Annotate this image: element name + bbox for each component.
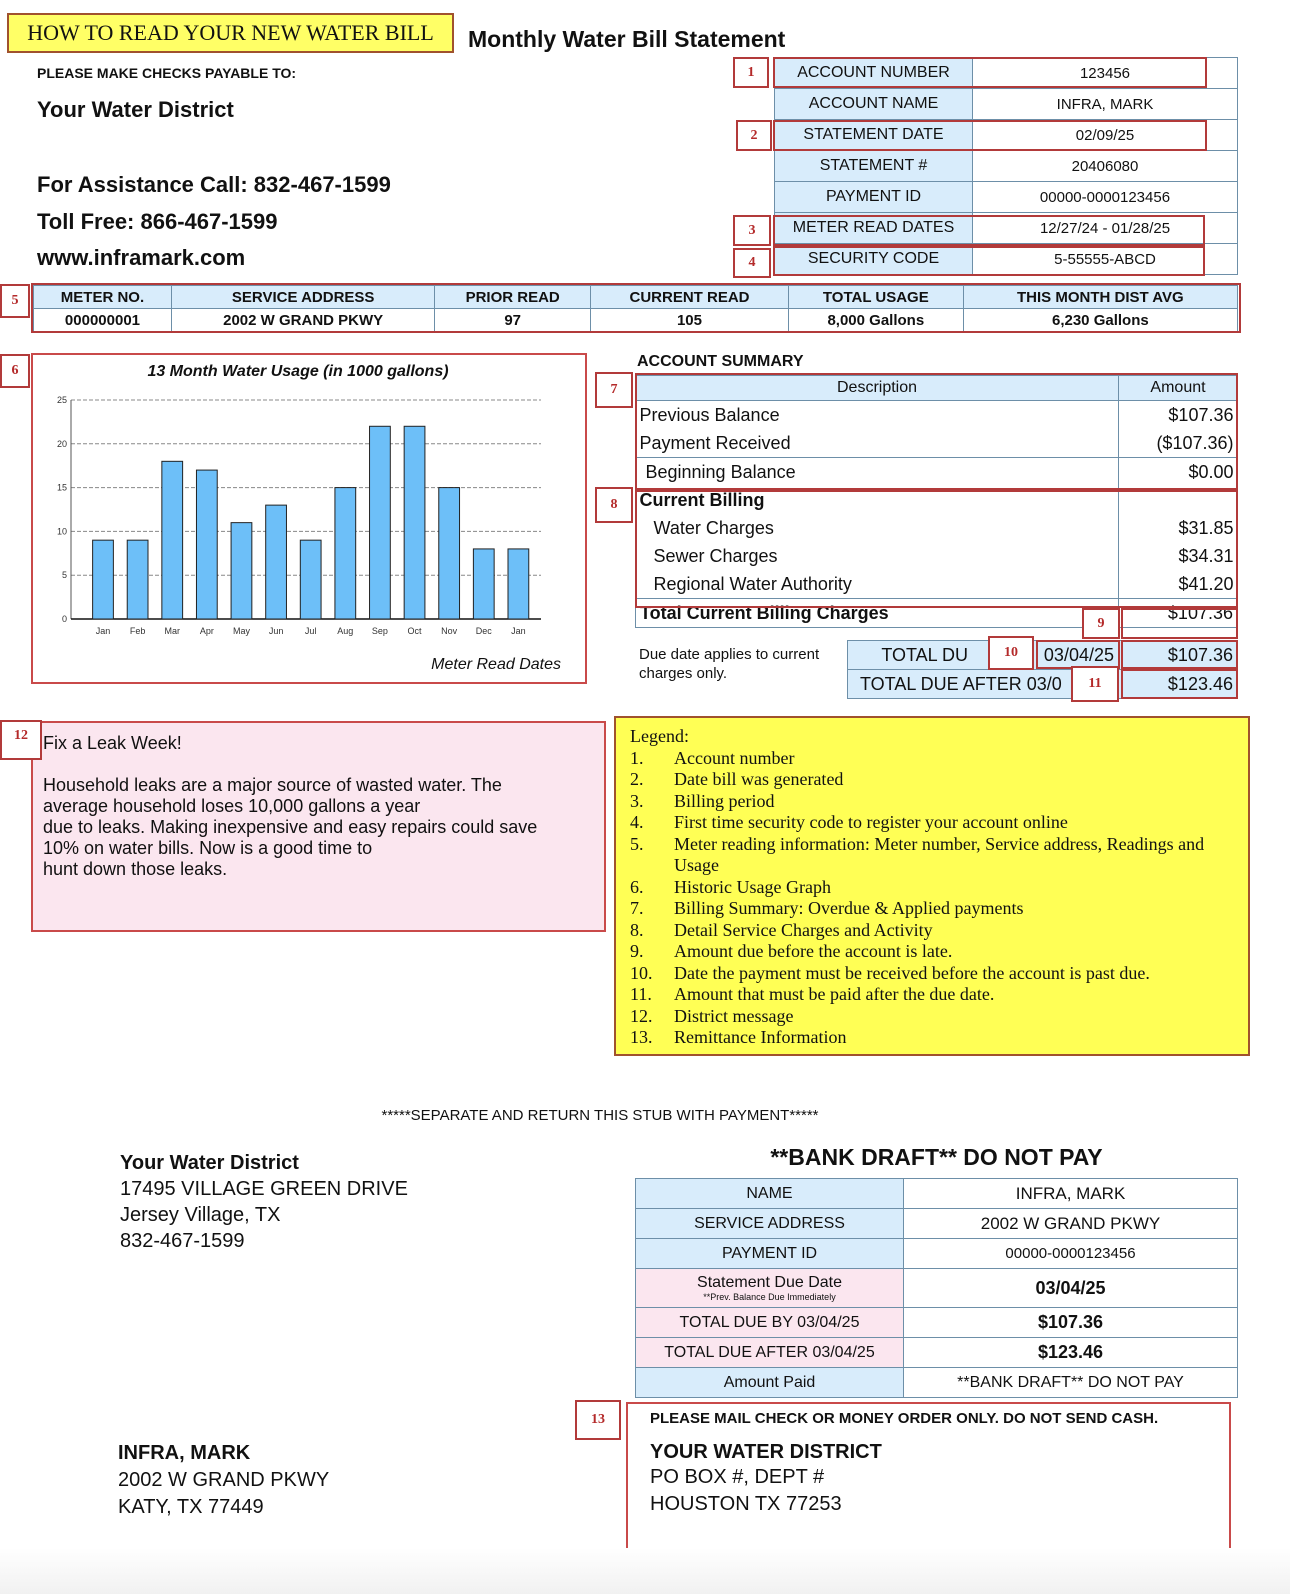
usage-bar <box>127 540 148 619</box>
account-row <box>775 151 1238 182</box>
usage-bar <box>231 523 252 619</box>
account-row <box>775 89 1238 120</box>
x-tick-label: Feb <box>129 626 146 636</box>
summary-amount <box>1119 486 1238 514</box>
account-value: 00000-0000123456 <box>973 182 1238 213</box>
meter-value: 97 <box>435 309 591 332</box>
marker-1: 1 <box>733 57 769 88</box>
payable-label: PLEASE MAKE CHECKS PAYABLE TO: <box>37 65 297 81</box>
summary-amount: $107.36 <box>1119 401 1238 430</box>
legend-item-number: 8. <box>630 919 644 940</box>
toll-free-phone: Toll Free: 866-467-1599 <box>37 209 278 234</box>
remit-note: PLEASE MAIL CHECK OR MONEY ORDER ONLY. DO NOT SEND CASH. <box>650 1410 1159 1427</box>
stub-label <box>636 1269 904 1308</box>
summary-desc: Regional Water Authority <box>653 573 852 594</box>
summary-desc: Previous Balance <box>639 404 780 425</box>
usage-bar <box>370 426 391 619</box>
account-value: 5-55555-ABCD <box>973 244 1238 275</box>
legend-item-text: Billing Summary: Overdue & Applied payments <box>674 898 1024 918</box>
y-tick-label: 25 <box>56 395 67 405</box>
marker-8: 8 <box>595 487 633 523</box>
remit-address2: HOUSTON TX 77253 <box>650 1493 842 1515</box>
marker-5: 5 <box>0 284 30 318</box>
legend-item-text: District message <box>674 1005 794 1026</box>
legend-title: Legend: <box>630 726 689 746</box>
legend-panel <box>614 716 1250 1056</box>
account-value: INFRA, MARK <box>973 89 1238 120</box>
message-line: hunt down those leaks. <box>43 859 228 879</box>
usage-bar <box>473 549 494 619</box>
total-due-row <box>848 641 1238 670</box>
stub-row <box>636 1239 1238 1269</box>
legend-item <box>630 748 1234 770</box>
legend-item-number: 9. <box>630 941 644 961</box>
meter-value: 8,000 Gallons <box>788 309 963 332</box>
usage-bar <box>266 505 287 619</box>
x-tick-label: Jan <box>95 626 111 636</box>
remittance-stub-table <box>635 1178 1238 1398</box>
account-value: 123456 <box>973 58 1238 89</box>
marker-6: 6 <box>0 354 30 388</box>
stub-sublabel: **Prev. Balance Due Immediately <box>703 1292 836 1302</box>
legend-item <box>630 877 1234 899</box>
x-tick-label: Mar <box>164 626 180 636</box>
legend-item <box>630 1027 1234 1049</box>
legend-item <box>630 791 1234 813</box>
marker-7: 7 <box>595 372 633 408</box>
from-phone: 832-467-1599 <box>120 1230 245 1252</box>
stub-label: SERVICE ADDRESS <box>636 1209 904 1239</box>
x-tick-label: Oct <box>407 626 422 636</box>
summary-amount: $41.20 <box>1119 570 1238 599</box>
legend-item-text: Detail Service Charges and Activity <box>674 919 933 940</box>
x-tick-label: Jun <box>268 626 284 636</box>
x-tick-label: Apr <box>199 626 214 636</box>
legend-item-number: 7. <box>630 898 644 918</box>
marker-12: 12 <box>0 720 42 760</box>
stub-value: $123.46 <box>904 1338 1238 1368</box>
stub-label: PAYMENT ID <box>636 1239 904 1269</box>
summary-amount: $34.31 <box>1119 542 1238 570</box>
legend-item-number: 12. <box>630 1005 653 1026</box>
stub-value: **BANK DRAFT** DO NOT PAY <box>904 1368 1238 1398</box>
return-address <box>120 1150 408 1254</box>
legend-item <box>630 941 1234 963</box>
account-label: ACCOUNT NUMBER <box>775 58 973 89</box>
account-label: PAYMENT ID <box>775 182 973 213</box>
stub-row <box>636 1368 1238 1398</box>
website-link[interactable]: www.inframark.com <box>37 245 246 270</box>
stub-label: Amount Paid <box>636 1368 904 1398</box>
meter-header: THIS MONTH DIST AVG <box>963 286 1237 309</box>
usage-bar <box>93 540 114 619</box>
x-tick-label: Jan <box>511 626 526 636</box>
message-line: average household loses 10,000 gallons a year <box>43 796 421 816</box>
legend-item-number: 2. <box>630 769 644 789</box>
legend-item-text: Date the payment must be received before the account is past due. <box>674 962 1150 983</box>
summary-row <box>636 486 1238 514</box>
marker-3: 3 <box>733 215 771 246</box>
stub-value: INFRA, MARK <box>904 1179 1238 1209</box>
summary-desc: Payment Received <box>639 432 791 453</box>
x-tick-label: May <box>232 626 250 636</box>
summary-row <box>636 542 1238 570</box>
summary-row <box>636 570 1238 599</box>
marker-9: 9 <box>1082 608 1120 639</box>
marker-13: 13 <box>575 1400 621 1440</box>
legend-item <box>630 769 1234 791</box>
legend-item-number: 3. <box>630 790 644 811</box>
from-address1: 17495 VILLAGE GREEN DRIVE <box>120 1178 408 1200</box>
customer-mailing-address <box>118 1440 329 1521</box>
total-due-date: 03/04/25 <box>1043 645 1114 665</box>
meter-header: PRIOR READ <box>435 286 591 309</box>
chart-x-axis-label: Meter Read Dates <box>431 656 561 673</box>
summary-row <box>636 429 1238 458</box>
meter-value: 6,230 Gallons <box>963 309 1237 332</box>
total-due-label-text: TOTAL DU <box>881 644 968 665</box>
legend-item-text: Remittance Information <box>674 1027 847 1047</box>
account-label: METER READ DATES <box>775 213 973 244</box>
legend-item <box>630 984 1234 1006</box>
meter-header: CURRENT READ <box>591 286 789 309</box>
legend-item-number: 10. <box>630 962 653 983</box>
statement-title: Monthly Water Bill Statement <box>468 26 786 52</box>
account-summary-title: ACCOUNT SUMMARY <box>637 353 804 370</box>
legend-item-number: 13. <box>630 1027 653 1047</box>
summary-col-amount: Amount <box>1119 376 1238 401</box>
meter-value: 2002 W GRAND PKWY <box>171 309 434 332</box>
remittance-panel <box>626 1402 1231 1572</box>
x-tick-label: Sep <box>371 626 388 636</box>
legend-item-text: Amount that must be paid after the due date. <box>674 984 995 1004</box>
due-date-note: Due date applies to current charges only. <box>639 646 820 682</box>
y-tick-label: 10 <box>56 526 67 537</box>
meter-header: SERVICE ADDRESS <box>171 286 434 309</box>
to-name: INFRA, MARK <box>118 1442 251 1464</box>
account-row <box>775 244 1238 275</box>
legend-item <box>630 1006 1234 1028</box>
legend-item-text: Amount due before the account is late. <box>674 941 953 961</box>
x-tick-label: Jul <box>304 626 317 636</box>
usage-bar <box>300 540 321 619</box>
account-label: SECURITY CODE <box>775 244 973 275</box>
message-line: Household leaks are a major source of wasted water. The <box>43 775 502 795</box>
legend-item <box>630 834 1234 877</box>
page-bottom-shadow <box>0 1548 1290 1594</box>
legend-item-number: 11. <box>630 984 652 1004</box>
bank-draft-title: **BANK DRAFT** DO NOT PAY <box>770 1144 1103 1170</box>
marker-2: 2 <box>736 120 772 151</box>
summary-amount: ($107.36) <box>1119 429 1238 458</box>
summary-desc: Beginning Balance <box>645 461 796 482</box>
stub-row <box>636 1269 1238 1308</box>
total-current-billing-label: Total Current Billing Charges <box>636 599 1119 628</box>
summary-desc: Water Charges <box>653 517 774 538</box>
from-address2: Jersey Village, TX <box>120 1204 281 1226</box>
usage-bar <box>439 488 460 619</box>
stub-label: NAME <box>636 1179 904 1209</box>
assistance-phone: For Assistance Call: 832-467-1599 <box>37 172 391 197</box>
account-value: 02/09/25 <box>973 120 1238 151</box>
stub-row <box>636 1179 1238 1209</box>
summary-header-row <box>636 376 1238 401</box>
account-value: 20406080 <box>973 151 1238 182</box>
meter-reading-table <box>33 285 1238 332</box>
total-due-table <box>847 640 1238 699</box>
y-tick-label: 0 <box>61 614 67 624</box>
district-name: Your Water District <box>37 97 234 122</box>
summary-row <box>636 401 1238 430</box>
summary-amount: $0.00 <box>1119 458 1238 487</box>
message-line: 10% on water bills. Now is a good time to <box>43 838 373 858</box>
usage-bar <box>508 549 529 619</box>
total-due-after-row <box>848 670 1238 699</box>
marker-4: 4 <box>733 248 771 278</box>
y-tick-label: 20 <box>56 438 67 449</box>
stub-value: 2002 W GRAND PKWY <box>904 1209 1238 1239</box>
chart-title: 13 Month Water Usage (in 1000 gallons) <box>147 363 449 380</box>
legend-list <box>630 748 1234 1049</box>
account-row <box>775 213 1238 244</box>
account-row <box>775 120 1238 151</box>
usage-bar <box>335 488 356 619</box>
legend-item-number: 4. <box>630 812 644 832</box>
to-address2: KATY, TX 77449 <box>118 1496 264 1518</box>
account-row <box>775 182 1238 213</box>
marker-11: 11 <box>1071 666 1119 702</box>
legend-item <box>630 963 1234 985</box>
from-name: Your Water District <box>120 1152 299 1174</box>
legend-item <box>630 898 1234 920</box>
x-tick-label: Nov <box>441 626 458 636</box>
summary-col-description: Description <box>636 376 1119 401</box>
y-tick-label: 5 <box>61 570 67 581</box>
legend-item-text: First time security code to register your account online <box>674 812 1068 832</box>
meter-header-row <box>34 286 1238 309</box>
summary-amount: $31.85 <box>1119 514 1238 542</box>
summary-row <box>636 514 1238 542</box>
account-label: STATEMENT # <box>775 151 973 182</box>
legend-item-text: Historic Usage Graph <box>674 876 831 897</box>
stub-row <box>636 1308 1238 1338</box>
x-tick-label: Aug <box>337 626 354 636</box>
legend-item-text: Billing period <box>674 790 775 811</box>
meter-value: 105 <box>591 309 789 332</box>
meter-value-row <box>34 309 1238 332</box>
stub-label-text: Statement Due Date <box>697 1274 842 1291</box>
stub-row <box>636 1209 1238 1239</box>
usage-bar-chart <box>33 355 585 682</box>
legend-item-number: 1. <box>630 747 644 768</box>
remit-name: YOUR WATER DISTRICT <box>650 1441 882 1463</box>
summary-desc: Sewer Charges <box>653 545 778 566</box>
legend-item-text: Meter reading information: Meter number, Service address, Readings and Usage <box>674 833 1205 875</box>
total-due-after-label: TOTAL DUE AFTER 03/0 <box>848 670 1119 699</box>
usage-bar <box>162 461 183 619</box>
district-message-panel <box>31 721 606 932</box>
total-due-amount: $107.36 <box>1119 641 1238 670</box>
x-tick-label: Dec <box>475 626 492 636</box>
account-label: ACCOUNT NAME <box>775 89 973 120</box>
stub-row <box>636 1338 1238 1368</box>
summary-row <box>636 458 1238 487</box>
usage-chart-panel <box>31 353 587 684</box>
stub-label: TOTAL DUE BY 03/04/25 <box>636 1308 904 1338</box>
stub-value: 00000-0000123456 <box>904 1239 1238 1269</box>
guide-title-banner: HOW TO READ YOUR NEW WATER BILL <box>7 13 454 53</box>
account-value: 12/27/24 - 01/28/25 <box>973 213 1238 244</box>
stub-value: $107.36 <box>904 1308 1238 1338</box>
meter-header: TOTAL USAGE <box>788 286 963 309</box>
legend-item-number: 5. <box>630 833 644 854</box>
legend-item-number: 6. <box>630 876 644 897</box>
remit-address1: PO BOX #, DEPT # <box>650 1466 825 1488</box>
account-info-table <box>774 57 1238 275</box>
meter-value: 000000001 <box>34 309 172 332</box>
account-label: STATEMENT DATE <box>775 120 973 151</box>
usage-bar <box>196 470 217 619</box>
account-summary-table <box>635 375 1238 628</box>
stub-value: 03/04/25 <box>904 1269 1238 1308</box>
y-tick-label: 15 <box>56 482 67 493</box>
total-due-after-amount: $123.46 <box>1119 670 1238 699</box>
to-address1: 2002 W GRAND PKWY <box>118 1469 330 1491</box>
summary-section-heading: Current Billing <box>639 489 765 510</box>
message-title: Fix a Leak Week! <box>43 733 182 753</box>
usage-bar <box>404 426 425 619</box>
stub-label: TOTAL DUE AFTER 03/04/25 <box>636 1338 904 1368</box>
message-line: due to leaks. Making inexpensive and easy repairs could save <box>43 817 538 837</box>
total-current-billing-amount: $107.36 <box>1119 599 1238 628</box>
summary-total-row <box>636 599 1238 628</box>
legend-item <box>630 920 1234 942</box>
account-row <box>775 58 1238 89</box>
legend-item-text: Account number <box>674 747 795 768</box>
marker-10: 10 <box>988 636 1034 670</box>
meter-header: METER NO. <box>34 286 172 309</box>
stub-separator-note <box>0 1107 1200 1124</box>
legend-item-text: Date bill was generated <box>674 769 844 789</box>
stub-note-text: *****SEPARATE AND RETURN THIS STUB WITH PAYMENT***** <box>381 1107 819 1124</box>
legend-item <box>630 812 1234 834</box>
